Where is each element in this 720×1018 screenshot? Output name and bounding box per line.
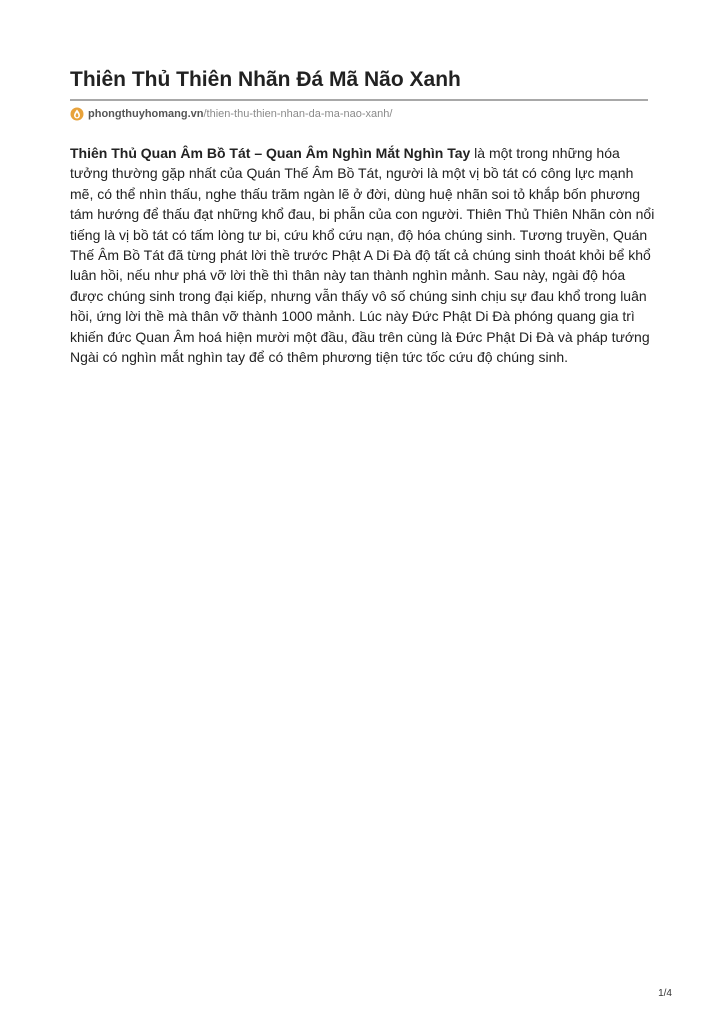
paragraph-text: là một trong những hóa tưởng thường gặp nhất của Quán Thế Âm Bồ Tát, người là một vị bồ tát có công lực mạnh mẽ, có thể nhìn thấu, nghe thấu trăm ngàn lẽ ở đời, dùng huệ nhãn soi tỏ khắp bốn phương tám hướng để thấu đạt những khổ đau, bi phẫn của con người. Thiên Thủ Thiên Nhãn còn nổi tiếng là vị bồ tát có tấm lòng tư bi, cứu khổ cứu nạn, độ hóa chúng sinh. Tương truyền, Quán Thế Âm Bồ Tát đã từng phát lời thề trước Phật A Di Đà độ tất cả chúng sinh thoát khỏi bể khổ luân hồi, nếu như phá vỡ lời thề thì thân này tan thành nghìn mảnh. Sau này, ngài độ hóa được chúng sinh trong đại kiếp, nhưng vẫn thấy vô số chúng sinh chịu sự đau khổ trong luân hồi, ứng lời thề mà thân vỡ thành 1000 mảnh. Lúc này Đức Phật Di Đà phóng quang gia trì khiến đức Quan Âm hoá hiện mười một đầu, đầu trên cùng là Đức Phật Di Đà và pháp tướng Ngài có nghìn mắt nghìn tay để có thêm phương tiện tức tốc cứu độ chúng sinh. xyxy=(70,145,655,366)
document-title: Thiên Thủ Thiên Nhãn Đá Mã Não Xanh xyxy=(70,68,461,91)
paragraph-lead: Thiên Thủ Quan Âm Bồ Tát – Quan Âm Nghìn Mắt Nghìn Tay xyxy=(70,145,471,161)
page-number: 1/4 xyxy=(658,988,672,999)
source-link[interactable] xyxy=(70,106,392,122)
source-path[interactable]: /thien-thu-thien-nhan-da-ma-nao-xanh/ xyxy=(203,108,393,120)
site-favicon-icon xyxy=(70,107,84,121)
title-divider xyxy=(70,99,648,101)
source-domain[interactable]: phongthuyhomang.vn xyxy=(88,108,204,120)
article-paragraph xyxy=(70,143,655,367)
